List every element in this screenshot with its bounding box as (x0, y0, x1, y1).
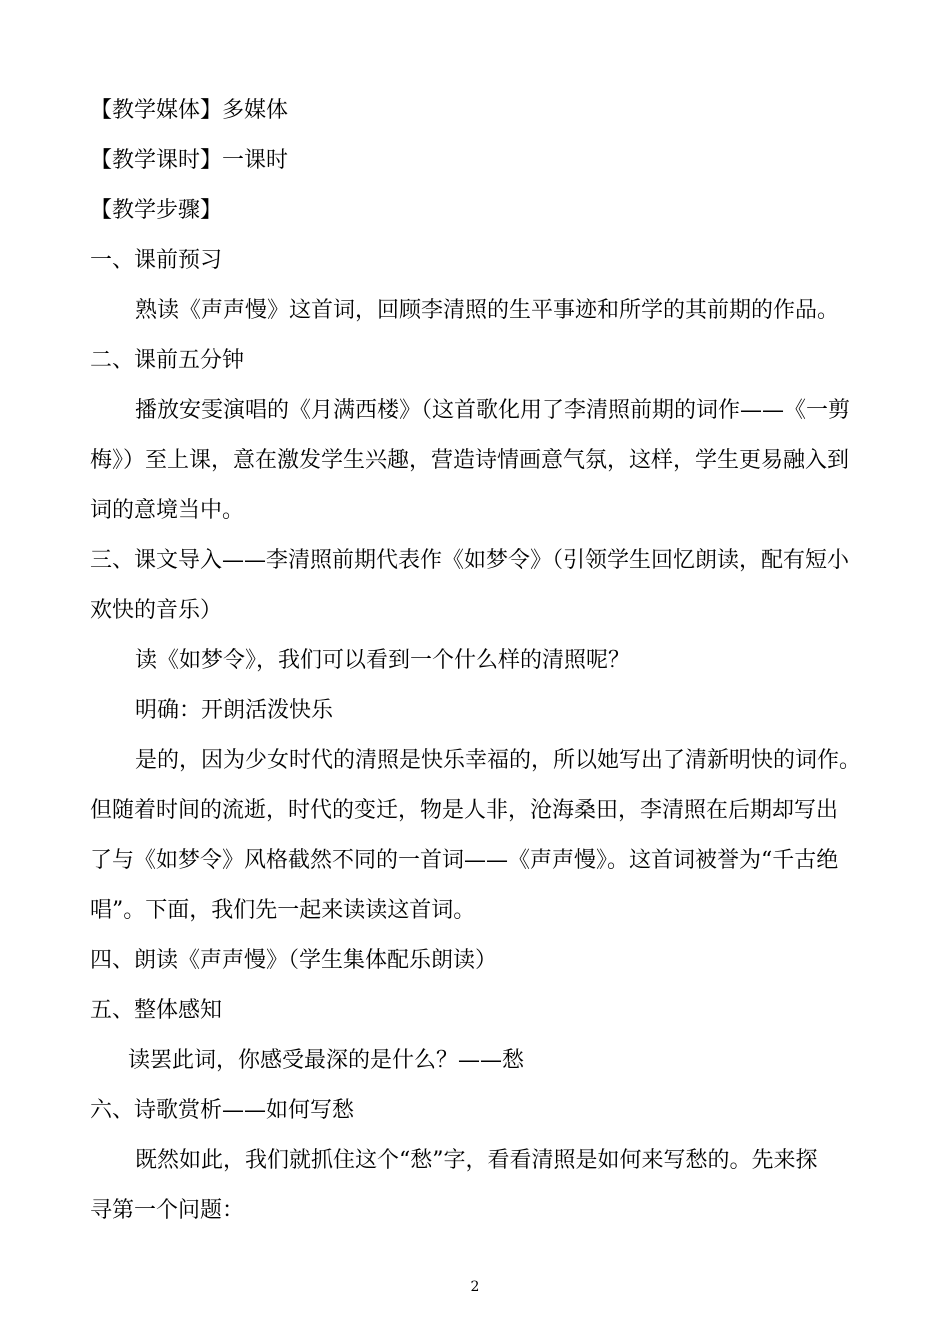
section-2-title: 二、课前五分钟 (90, 348, 245, 373)
paragraph-line: 是的，因为少女时代的清照是快乐幸福的，所以她写出了清新明快的词作。 (135, 748, 862, 773)
paragraph-line: 播放安雯演唱的《月满西楼》（这首歌化用了李清照前期的词作——《一剪 (135, 398, 851, 423)
section-6-title: 六、诗歌赏析——如何写愁 (90, 1098, 355, 1123)
paragraph-line: 既然如此，我们就抓住这个“愁”字，看看清照是如何来写愁的。先来探 (135, 1148, 818, 1173)
paragraph-line: 读罢此词，你感受最深的是什么？——愁 (128, 1048, 525, 1073)
paragraph-line: 明确：开朗活泼快乐 (135, 698, 334, 723)
heading-media: 【教学媒体】多媒体 (90, 98, 289, 123)
paragraph-line: 词的意境当中。 (90, 498, 245, 523)
section-1-title: 一、课前预习 (90, 248, 223, 273)
paragraph-line: 唱”。下面，我们先一起来读读这首词。 (90, 898, 476, 923)
paragraph-line: 了与《如梦令》风格截然不同的一首词——《声声慢》。这首词被誉为“千古绝 (90, 848, 839, 873)
paragraph-line: 熟读《声声慢》这首词，回顾李清照的生平事迹和所学的其前期的作品。 (135, 298, 840, 323)
section-4-title: 四、朗读《声声慢》（学生集体配乐朗读） (90, 948, 498, 973)
paragraph-line: 梅》）至上课，意在激发学生兴趣，营造诗情画意气氛，这样，学生更易融入到 (90, 448, 850, 473)
heading-periods: 【教学课时】一课时 (90, 148, 289, 173)
paragraph-line: 但随着时间的流逝，时代的变迁，物是人非，沧海桑田，李清照在后期却写出 (90, 798, 839, 823)
section-5-title: 五、整体感知 (90, 998, 223, 1023)
heading-steps: 【教学步骤】 (90, 198, 223, 223)
section-3-title-cont: 欢快的音乐） (90, 598, 223, 623)
paragraph-line: 寻第一个问题： (90, 1198, 245, 1223)
paragraph-line: 读《如梦令》，我们可以看到一个什么样的清照呢？ (135, 648, 631, 673)
section-3-title: 三、课文导入——李清照前期代表作《如梦令》（引领学生回忆朗读，配有短小 (90, 548, 850, 573)
page-number: 2 (470, 1279, 480, 1295)
